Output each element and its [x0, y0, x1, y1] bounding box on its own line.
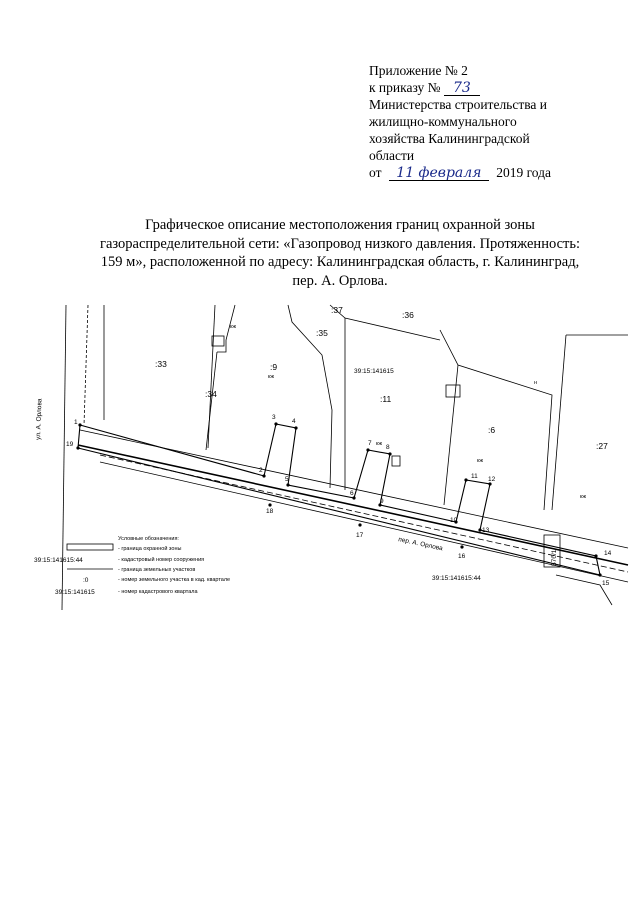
structure-cad-label: 39:15:141615:44: [432, 575, 481, 582]
order-line: [369, 79, 629, 96]
point-label-6: 6: [350, 490, 354, 497]
point-marker-16: [460, 545, 463, 548]
parcel-boundary-37-36: [330, 305, 440, 340]
legend-quarter-desc: - номер кадастрового квартала: [118, 589, 198, 595]
point-label-9: 9: [380, 498, 384, 505]
order-prefix: к приказу №: [369, 80, 441, 95]
parcel-boundary-11-6: [440, 330, 552, 510]
ministry-line-4: области: [369, 148, 415, 163]
appendix-line: Приложение № 2: [369, 63, 468, 78]
point-marker-5: [286, 483, 289, 486]
point-marker-18: [268, 503, 271, 506]
point-label-11: 11: [471, 473, 478, 480]
point-label-16: 16: [458, 553, 466, 560]
building-shed-3: [392, 456, 400, 466]
point-marker-8: [388, 452, 391, 455]
side-street-edge-left: [62, 305, 66, 610]
parcel-label-11: :11: [380, 394, 392, 404]
street-south-edge: [100, 462, 628, 582]
street-label-main: пер. А. Орлова: [397, 536, 444, 553]
n-mark: н: [534, 380, 538, 386]
point-label-3: 3: [272, 414, 276, 421]
quarter-label: 39:15:141615: [354, 368, 394, 375]
kzh-mark-1: кж: [230, 324, 237, 330]
ministry-line-1: Министерства строительства и: [369, 97, 548, 112]
parcel-label-27: :27: [596, 441, 608, 451]
point-label-1: 1: [74, 419, 78, 426]
side-street-edge-right: [84, 305, 88, 425]
kzh-mark-3: кж: [376, 441, 383, 447]
point-label-2: 2: [259, 467, 263, 474]
street-label-side: ул. А. Орлова: [35, 398, 44, 441]
point-marker-17: [358, 523, 361, 526]
date-prefix: от: [369, 165, 382, 180]
date-handwritten: 11 февраля: [389, 166, 489, 181]
ministry-line-3: хозяйства Калининградской: [369, 131, 530, 146]
legend-title: Условные обозначения:: [118, 536, 179, 542]
point-marker-14: [594, 554, 597, 557]
header-block: [369, 62, 629, 181]
parcel-label-34: :34: [205, 389, 217, 399]
order-number: 73: [444, 81, 480, 96]
date-suffix: 2019 года: [496, 165, 552, 180]
title-line-1: Графическое описание местоположения границ охранной зоны: [145, 217, 535, 233]
point-marker-7: [366, 448, 369, 451]
building-shed-2: [446, 385, 460, 397]
title-line-2: газораспределительной сети: «Газопровод низкого давления. Протяженность:: [100, 235, 580, 252]
point-marker-1: [78, 423, 81, 426]
legend-zone-desc: - граница охранной зоны: [118, 546, 182, 552]
point-label-14: 14: [604, 550, 612, 557]
ministry-line-2: жилищно-коммунального: [369, 114, 517, 129]
legend-parcel-desc: - номер земельного участка в кад. квартале: [118, 577, 231, 583]
kzh-mark-5: кж: [580, 494, 587, 500]
point-label-8: 8: [386, 444, 390, 451]
parcel-label-37: :37: [331, 305, 343, 315]
point-marker-2: [262, 474, 265, 477]
point-label-12: 12: [488, 476, 496, 483]
legend-quarter-label: 39:15:141615: [55, 589, 95, 596]
point-marker-3: [274, 422, 277, 425]
point-marker-19: [76, 446, 79, 449]
point-label-10: 10: [450, 517, 458, 524]
parcel-label-35: :35: [316, 328, 328, 338]
legend: [34, 536, 230, 596]
legend-cad-desc: - кадастровый номер сооружения: [118, 557, 205, 563]
point-label-4: 4: [292, 418, 296, 425]
legend-parcel-label: :0: [83, 577, 89, 584]
protection-zone-boundary: [78, 424, 600, 575]
legend-zone-swatch: [67, 544, 113, 550]
legend-land-boundary-desc: - граница земельных участков: [118, 567, 196, 573]
document-title: [70, 216, 610, 290]
legend-cad-label: 39:15:141615:44: [34, 557, 83, 564]
point-label-13: 13: [482, 527, 490, 534]
point-label-18: 18: [266, 508, 274, 515]
point-marker-15: [598, 573, 601, 576]
parcel-label-6: :6: [488, 425, 496, 435]
building-57b1-label: 57б/1: [551, 549, 558, 566]
point-label-15: 15: [602, 580, 610, 587]
title-line-3: 159 м», расположенной по адресу: Калининградская область, г. Калининград,: [100, 254, 580, 270]
point-marker-4: [294, 426, 297, 429]
point-label-19: 19: [66, 441, 74, 448]
point-label-5: 5: [285, 476, 289, 483]
point-label-7: 7: [368, 440, 372, 447]
parcel-label-36: :36: [402, 310, 414, 320]
parcel-label-33: :33: [155, 359, 167, 369]
kzh-mark-2: кж: [268, 374, 275, 380]
title-line-4: пер. А. Орлова.: [292, 272, 388, 289]
point-marker-11: [464, 478, 467, 481]
date-line: [369, 164, 629, 181]
parcel-label-9: :9: [270, 362, 278, 372]
parcel-boundary-27-west: [552, 335, 566, 510]
parcel-boundary-34-east: [206, 352, 217, 450]
kzh-mark-4: кж: [477, 458, 484, 464]
point-label-17: 17: [356, 532, 364, 539]
cadastral-map: [0, 300, 640, 610]
